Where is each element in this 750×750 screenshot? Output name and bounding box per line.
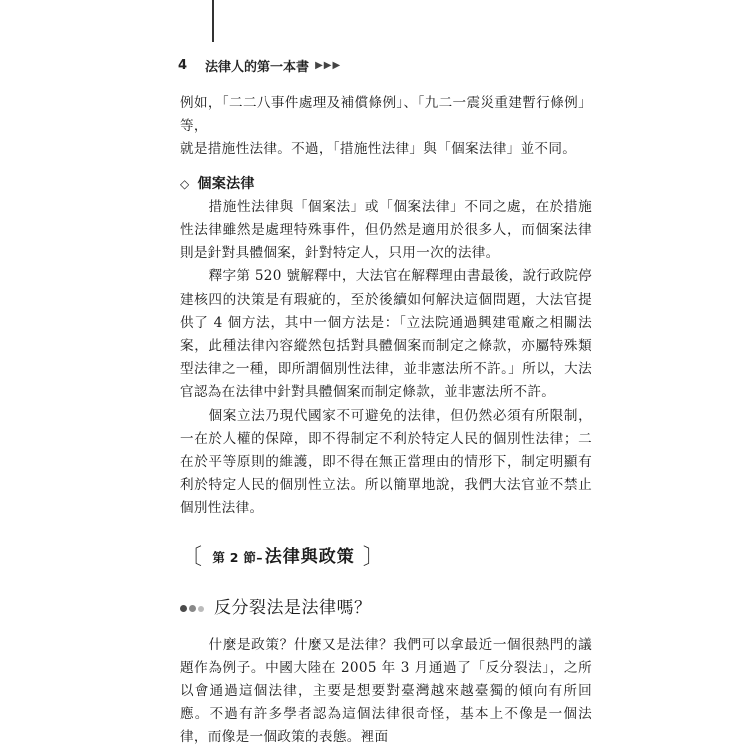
- dot-light: [198, 606, 204, 612]
- header-arrows-icon: ▶▶▶: [315, 60, 342, 71]
- running-header: [178, 56, 341, 75]
- diamond-icon: ◇: [180, 176, 190, 191]
- paragraph-1-line-1: 例如，「二二八事件處理及補償條例」、「九二一震災重建暫行條例」等，: [180, 95, 592, 135]
- page-body: [180, 92, 592, 750]
- book-title: 法律人的第一本書: [205, 60, 310, 75]
- paragraph-4: 個案立法乃現代國家不可避免的法律，但仍然必須有所限制，一在於人權的保障，即不得制定不利於特定人民的個別性法律；二在於平等原則的維護，即不得在無正當理由的情形下，制定明顯有利於特定人民的個別性立法。所以簡單地說，我們大法官並不禁止個別性法律。: [180, 407, 592, 517]
- page-number: 4: [178, 58, 188, 73]
- dot-mid: [189, 605, 196, 612]
- section-title: 法律與政策: [264, 547, 355, 568]
- dot-dark: [180, 605, 187, 612]
- section-label: 第 2 節–: [212, 550, 263, 566]
- subheading-title: 個案法律: [197, 175, 255, 192]
- paragraph-1-line-2: 就是措施性法律。不過，「措施性法律」與「個案法律」並不同。: [180, 141, 577, 158]
- section-heading: [180, 542, 592, 574]
- paragraph-5: 什麼是政策？什麼又是法律？我們可以拿最近一個很熱門的議題作為例子。中國大陸在 2005 年 3 月通過了「反分裂法」，之所以會通過這個法律，主要是想要對臺灣越來越臺獨的傾向有所回應。不過有許多學者認為這個法律很奇怪，基本上不像是一個法律，而像是一個政策的表態。裡面: [180, 636, 592, 746]
- section-open-bracket: 〔: [180, 545, 203, 571]
- paragraph-3: 釋字第 520 號解釋中，大法官在解釋理由書最後，說行政院停建核四的決策是有瑕疵的，至於後續如何解決這個問題，大法官提供了 4 個方法，其中一個方法是：「立法院通過興建電廠之相關法案，此種法律內容縱然包括對具體個案而制定之條款，亦屬特殊類型法律之一種，即所謂個別性法律，並非憲法所不許。」所以，大法官認為在法律中針對具體個案而制定條款，並非憲法所不許。: [180, 268, 592, 401]
- question-heading: [180, 594, 592, 624]
- paragraph-2: 措施性法律與「個案法」或「個案法律」不同之處，在於措施性法律雖然是處理特殊事件，但仍然是適用於很多人，而個案法律則是針對具體個案，針對特定人，只用一次的法律。: [180, 198, 592, 262]
- section-close-bracket: 〕: [362, 545, 386, 571]
- subheading: [180, 173, 592, 196]
- dots-icon: [180, 605, 206, 612]
- page-tab-line: [212, 0, 214, 42]
- question-title: 反分裂法是法律嗎？: [214, 598, 372, 619]
- paragraph-1: [180, 92, 592, 162]
